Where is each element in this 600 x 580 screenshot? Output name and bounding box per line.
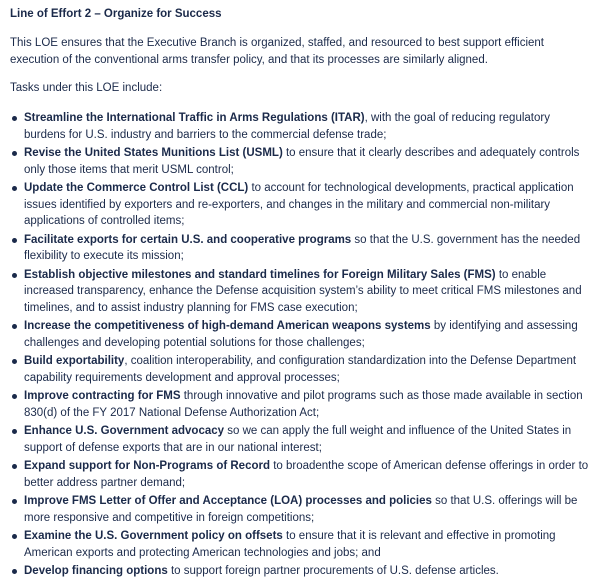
task-text: by identifying and assessing challenges and developing potential solutions for those challenges;	[24, 320, 578, 349]
task-bold-text: Update the Commerce Control List (CCL)	[24, 182, 249, 194]
list-item	[10, 528, 590, 561]
bullet-icon	[12, 151, 17, 156]
task-bold-text: Improve contracting for FMS	[24, 390, 181, 402]
list-item	[10, 232, 590, 265]
list-item	[10, 267, 590, 317]
task-text: so that the U.S. government has the needed flexibility to execute its mission;	[24, 233, 581, 262]
bullet-icon	[12, 499, 17, 504]
task-text: so that U.S. offerings will be more responsive and competitive in foreign competitions;	[24, 495, 578, 524]
task-text: , coalition interoperability, and configuration standardization into the Defense Department capability requirements development and approval processes;	[24, 355, 577, 384]
intro-paragraph: This LOE ensures that the Executive Branch is organized, staffed, and resourced to best support efficient execution of the conventional arms transfer policy, and that its processes are similarly aligned.	[10, 37, 544, 66]
task-bold-text: Build exportability	[24, 355, 125, 367]
list-item	[10, 145, 590, 178]
task-text: through innovative and pilot programs such as those made available in section 830(d) of the FY 2017 National Defense Authorization Act;	[24, 390, 583, 419]
task-bold-text: Facilitate exports for certain U.S. and cooperative programs	[24, 233, 352, 246]
bullet-icon	[12, 569, 17, 574]
task-list	[10, 110, 590, 580]
task-text: to ensure that it is relevant and effective in promoting American exports and protecting American technologies and jobs; and	[24, 530, 556, 559]
task-bold-text: Enhance U.S. Government advocacy	[24, 425, 225, 437]
list-item	[10, 318, 590, 351]
bullet-icon	[12, 359, 17, 364]
bullet-icon	[12, 116, 17, 121]
task-bold-text: Improve FMS Letter of Offer and Acceptance (LOA) processes and policies	[24, 495, 432, 507]
task-text: to broadenthe scope of American defense offerings in order to better address partner demand;	[24, 460, 589, 489]
tasks-label: Tasks under this LOE include:	[10, 82, 163, 94]
task-text: so we can apply the full weight and influence of the United States in support of defense exports that are in our national interest;	[24, 425, 572, 454]
bullet-icon	[12, 324, 17, 329]
list-item	[10, 423, 590, 456]
bullet-icon	[12, 238, 17, 243]
task-bold-text: Increase the competitiveness of high-demand American weapons systems	[24, 320, 431, 332]
task-text: to enable increased transparency, enhance the Defense acquisition system’s ability to meet critical FMS milestones and timelines, and to assist industry planning for FMS case execution;	[24, 268, 582, 314]
task-bold-text: Streamline the International Traffic in Arms Regulations (ITAR)	[24, 112, 365, 124]
section-heading: Line of Effort 2 – Organize for Success	[10, 8, 222, 20]
bullet-icon	[12, 186, 17, 191]
bullet-icon	[12, 534, 17, 539]
task-bold-text: Expand support for Non-Programs of Record	[24, 460, 270, 472]
task-bold-text: Establish objective milestones and standard timelines for Foreign Military Sales (FMS)	[24, 268, 496, 281]
bullet-icon	[12, 464, 17, 469]
list-item	[10, 110, 590, 143]
list-item	[10, 563, 590, 580]
list-item	[10, 180, 590, 230]
task-bold-text: Examine the U.S. Government policy on offsets	[24, 530, 283, 542]
task-bold-text: Revise the United States Munitions List (USML)	[24, 147, 283, 159]
bullet-icon	[12, 429, 17, 434]
task-text: to account for technological developments, practical application issues identified by exporters and re-exporters, and changes in the military and commercial non-military applications of controlled items;	[24, 182, 574, 227]
task-text: to ensure that it clearly describes and adequately controls only those items that merit USML control;	[24, 147, 580, 176]
task-text: , with the goal of reducing regulatory burdens for U.S. industry and barriers to the commercial defense trade;	[24, 112, 550, 141]
bullet-icon	[12, 273, 17, 278]
list-item	[10, 388, 590, 421]
task-text: to support foreign partner procurements of U.S. defense articles.	[167, 565, 499, 577]
list-item	[10, 458, 590, 491]
task-bold-text: Develop financing options	[24, 565, 168, 577]
bullet-icon	[12, 394, 17, 399]
list-item	[10, 353, 590, 386]
